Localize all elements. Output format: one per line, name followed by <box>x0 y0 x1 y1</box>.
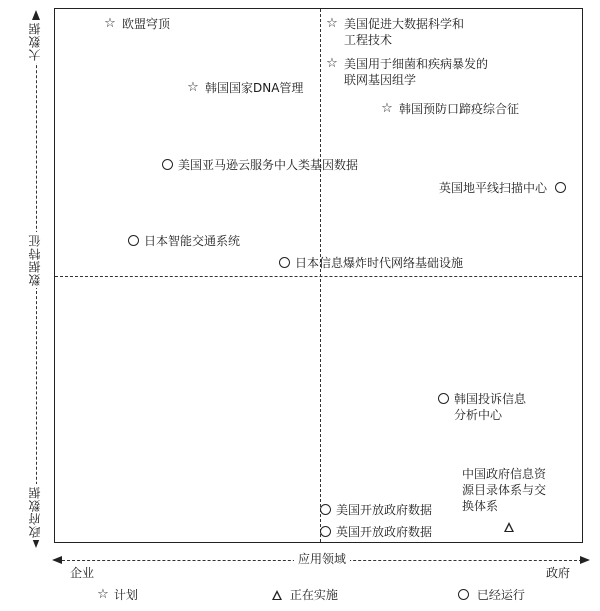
horizontal-divider <box>55 276 582 277</box>
legend-item-running <box>458 587 525 603</box>
x-axis-left-label: 企业 <box>70 566 95 580</box>
initiative-label: 英国地平线扫描中心 <box>439 181 548 195</box>
star-icon: ☆ <box>326 16 338 31</box>
initiative-label: 英国开放政府数据 <box>336 525 433 539</box>
initiative-item <box>462 466 546 514</box>
circle-icon <box>555 182 566 193</box>
initiative-item <box>103 16 170 32</box>
initiative-item <box>320 524 432 540</box>
circle-icon <box>320 526 331 537</box>
initiative-item <box>380 101 519 117</box>
circle-icon <box>128 235 139 246</box>
legend-item-implementing <box>272 587 338 603</box>
circle-icon <box>320 504 331 515</box>
initiative-label: 韩国预防口蹄疫综合征 <box>399 102 520 116</box>
triangle-icon <box>504 522 514 532</box>
legend-label: 计划 <box>113 588 138 602</box>
initiative-item <box>128 233 240 249</box>
initiative-label: 韩国国家DNA管理 <box>205 81 304 95</box>
legend-label: 正在实施 <box>289 588 338 602</box>
circle-icon <box>438 393 449 404</box>
circle-icon <box>279 257 290 268</box>
initiative-item <box>186 80 303 96</box>
y-axis-top-label: 大数据 <box>28 22 42 61</box>
initiative-label: 美国开放政府数据 <box>336 503 433 517</box>
y-axis-bottom-label: 政府数据 <box>28 486 42 538</box>
initiative-label: 中国政府信息资 源目录体系与交 换体系 <box>462 467 547 513</box>
star-icon: ☆ <box>97 587 109 602</box>
initiative-item <box>325 16 464 48</box>
initiative-item <box>279 255 463 271</box>
x-axis-arrow-right-icon <box>580 556 590 564</box>
initiative-item <box>439 180 566 196</box>
triangle-icon <box>272 590 282 600</box>
star-icon: ☆ <box>381 101 393 116</box>
legend-label: 已经运行 <box>476 588 525 602</box>
circle-icon <box>458 589 469 600</box>
initiative-label: 美国促进大数据科学和 工程技术 <box>344 17 465 47</box>
circle-icon <box>162 159 173 170</box>
star-icon: ☆ <box>187 80 199 95</box>
initiative-label: 美国用于细菌和疾病暴发的 联网基因组学 <box>344 57 489 87</box>
initiative-label: 美国亚马逊云服务中人类基因数据 <box>178 158 359 172</box>
initiative-label: 日本信息爆炸时代网络基础设施 <box>295 256 464 270</box>
star-icon: ☆ <box>104 16 116 31</box>
initiative-item <box>325 56 488 88</box>
initiative-label: 欧盟穹顶 <box>122 17 171 31</box>
initiative-item <box>320 502 432 518</box>
initiative-item <box>162 157 358 173</box>
x-axis-right-label: 政府 <box>546 566 571 580</box>
initiative-item <box>438 391 526 423</box>
initiative-label: 韩国投诉信息 分析中心 <box>454 392 527 422</box>
y-axis-arrow-up-icon <box>32 10 40 20</box>
y-axis-middle-label: 数据特征 <box>28 234 42 286</box>
star-icon: ☆ <box>326 56 338 71</box>
legend-item-plan <box>96 587 138 603</box>
initiative-label: 日本智能交通系统 <box>144 234 241 248</box>
x-axis-middle-label: 应用领域 <box>294 553 350 565</box>
x-axis-arrow-left-icon <box>52 556 62 564</box>
